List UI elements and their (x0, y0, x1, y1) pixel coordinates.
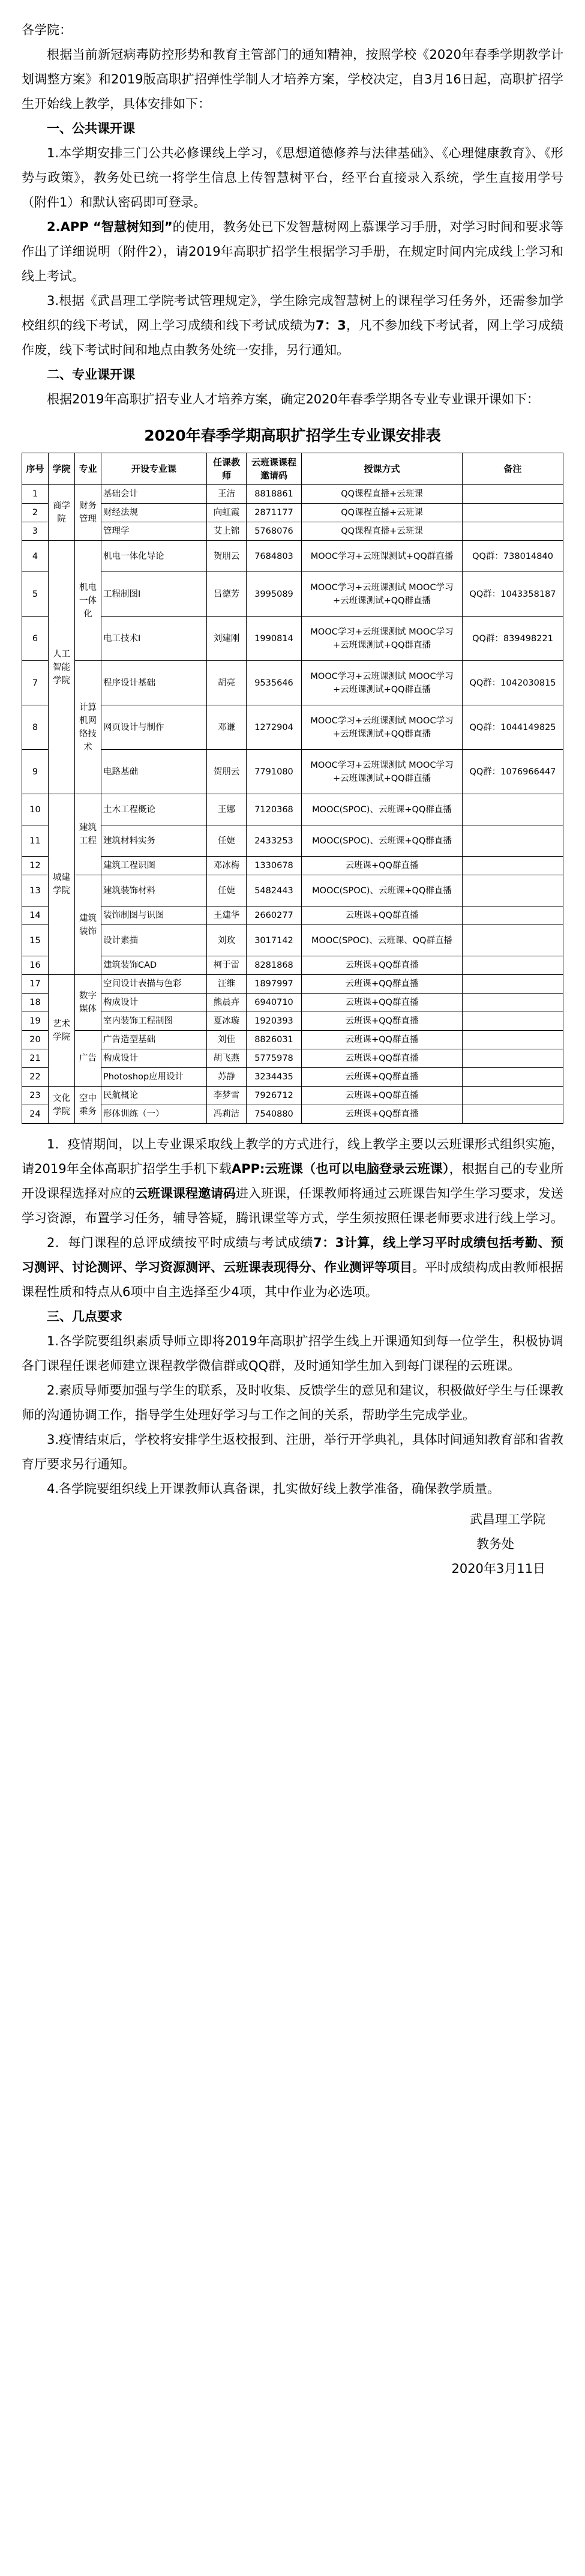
row-number: 5 (22, 572, 49, 617)
row-number: 24 (22, 1105, 49, 1124)
invite-code-cell: 2433253 (247, 825, 302, 857)
table-row (22, 956, 563, 975)
course-cell: 建筑材料实务 (101, 825, 207, 857)
college-cell: 文化学院 (49, 1087, 75, 1124)
invite-code-cell: 7120368 (247, 794, 302, 825)
table-row (22, 485, 563, 504)
table-body (22, 485, 563, 1124)
table-row (22, 1049, 563, 1068)
section-3-item-3: 3.疫情结束后，学校将安排学生返校报到、注册，举行开学典礼，具体时间通知教育部和省教育厅要求另行通知。 (22, 1432, 563, 1471)
teacher-cell: 汪维 (207, 975, 247, 994)
teaching-mode-cell: 云班课+QQ群直播 (302, 1049, 463, 1068)
note-cell (463, 1012, 563, 1031)
section-2-paragraph: 根据2019年高职扩招专业人才培养方案，确定2020年春季学期各专业专业课开课如下： (47, 392, 539, 406)
intro-paragraph: 根据当前新冠病毒防控形势和教育主管部门的通知精神，按照学校《2020年春季学期教学计划调整方案》和2019版高职扩招弹性学制人才培养方案，学校决定，自3月16日起，高职扩招学生开始线上教学，具体安排如下： (22, 47, 563, 111)
note-cell (463, 906, 563, 925)
table-header-row (22, 453, 563, 485)
note-cell (463, 1105, 563, 1124)
invite-code-cell: 3234435 (247, 1068, 302, 1087)
note-cell (463, 1087, 563, 1105)
teacher-cell: 向虹霞 (207, 504, 247, 522)
table-row (22, 975, 563, 994)
invite-code-cell: 7540880 (247, 1105, 302, 1124)
invite-code-cell: 5775978 (247, 1049, 302, 1068)
college-cell: 人工智能学院 (49, 541, 75, 794)
note-cell (463, 1068, 563, 1087)
teacher-cell: 吕德芳 (207, 572, 247, 617)
note-1-text-a: 1．疫情期间，以上专业课采取线上教学的方式进行，线上教学主要以云班课形式组织实施，请2019年全体高职扩招学生手机下载 (22, 1137, 563, 1176)
note-cell: QQ群：1076966447 (463, 750, 563, 794)
invite-code-cell: 8281868 (247, 956, 302, 975)
invite-code-cell: 5482443 (247, 875, 302, 906)
row-number: 23 (22, 1087, 49, 1105)
table-row (22, 1068, 563, 1087)
invite-code-cell: 3995089 (247, 572, 302, 617)
row-number: 17 (22, 975, 49, 994)
note-cell (463, 956, 563, 975)
invite-code-cell: 7926712 (247, 1087, 302, 1105)
course-cell: 构成设计 (101, 1049, 207, 1068)
row-number: 18 (22, 994, 49, 1012)
course-cell: 基础会计 (101, 485, 207, 504)
teacher-cell: 冯莉洁 (207, 1105, 247, 1124)
note-cell: QQ群：1042030815 (463, 661, 563, 705)
course-cell: 电路基础 (101, 750, 207, 794)
greeting: 各学院： (22, 23, 72, 37)
note-cell: QQ群：1043358187 (463, 572, 563, 617)
teaching-mode-cell: 云班课+QQ群直播 (302, 1031, 463, 1049)
invite-code-cell: 8818861 (247, 485, 302, 504)
section-1-item-2 (22, 215, 563, 289)
course-cell: 程序设计基础 (101, 661, 207, 705)
section-2-title: 二、专业课开课 (47, 367, 135, 382)
header-cell: 开设专业课 (101, 453, 207, 485)
table-row (22, 617, 563, 661)
row-number: 14 (22, 906, 49, 925)
teaching-mode-cell: 云班课+QQ群直播 (302, 1087, 463, 1105)
major-cell: 数字媒体 (75, 975, 101, 1031)
note-1-app: APP:云班课（也可以电脑登录云班课） (231, 1162, 449, 1176)
teacher-cell: 刘建刚 (207, 617, 247, 661)
teaching-mode-cell: QQ课程直播+云班课 (302, 522, 463, 541)
note-cell (463, 925, 563, 956)
table-row (22, 857, 563, 875)
teacher-cell: 任婕 (207, 825, 247, 857)
table-row (22, 1087, 563, 1105)
table-row (22, 504, 563, 522)
table-row (22, 875, 563, 906)
row-number: 9 (22, 750, 49, 794)
note-cell: QQ群：1044149825 (463, 705, 563, 750)
table-row (22, 522, 563, 541)
note-cell (463, 1049, 563, 1068)
row-number: 3 (22, 522, 49, 541)
course-cell: 财经法规 (101, 504, 207, 522)
course-cell: 土木工程概论 (101, 794, 207, 825)
section-3-item-1: 1.各学院要组织素质导师立即将2019年高职扩招学生线上开课通知到每一位学生，积极协调各门课程任课老师建立课程教学微信群或QQ群，及时通知学生加入到每门课程的云班课。 (22, 1334, 563, 1373)
teacher-cell: 王娜 (207, 794, 247, 825)
course-cell: 网页设计与制作 (101, 705, 207, 750)
row-number: 2 (22, 504, 49, 522)
course-cell: 形体训练（一） (101, 1105, 207, 1124)
row-number: 7 (22, 661, 49, 705)
invite-code-cell: 1990814 (247, 617, 302, 661)
teaching-mode-cell: QQ课程直播+云班课 (302, 485, 463, 504)
course-cell: 电工技术Ⅰ (101, 617, 207, 661)
college-cell: 商学院 (49, 485, 75, 541)
major-cell: 机电一体化 (75, 541, 101, 661)
note-2 (22, 1231, 563, 1305)
note-cell (463, 522, 563, 541)
note-cell: QQ群：839498221 (463, 617, 563, 661)
section-3-title: 三、几点要求 (47, 1309, 122, 1324)
teacher-cell: 贺朋云 (207, 750, 247, 794)
course-cell: 建筑工程识图 (101, 857, 207, 875)
invite-code-cell: 1272904 (247, 705, 302, 750)
signature-dept: 教务处 (476, 1537, 514, 1551)
major-cell: 财务管理 (75, 485, 101, 541)
row-number: 16 (22, 956, 49, 975)
teaching-mode-cell: MOOC学习+云班课测试+QQ群直播 (302, 541, 463, 572)
signature-org: 武昌理工学院 (470, 1512, 545, 1527)
teacher-cell: 柯于雷 (207, 956, 247, 975)
teaching-mode-cell: MOOC学习+云班课测试 MOOC学习+云班课测试+QQ群直播 (302, 705, 463, 750)
section-1-item-2-text: 的使用，教务处已下发智慧树网上慕课学习手册，对学习时间和要求等作出了详细说明（附件2），请2019年高职扩招学生根据学习手册，在规定时间内完成线上学习和线上考试。 (22, 220, 563, 283)
table-row (22, 794, 563, 825)
teaching-mode-cell: 云班课+QQ群直播 (302, 956, 463, 975)
note-cell (463, 875, 563, 906)
note-cell (463, 857, 563, 875)
table-row (22, 925, 563, 956)
teaching-mode-cell: MOOC(SPOC)、云班课+QQ群直播 (302, 825, 463, 857)
teacher-cell: 熊晨卉 (207, 994, 247, 1012)
invite-code-cell: 7684803 (247, 541, 302, 572)
course-cell: 管理学 (101, 522, 207, 541)
teacher-cell: 贺朋云 (207, 541, 247, 572)
table-row (22, 994, 563, 1012)
note-1 (22, 1132, 563, 1231)
teacher-cell: 邓谦 (207, 705, 247, 750)
score-ratio: 7：3 (316, 318, 346, 333)
note-cell (463, 485, 563, 504)
teaching-mode-cell: MOOC学习+云班课测试 MOOC学习+云班课测试+QQ群直播 (302, 572, 463, 617)
row-number: 6 (22, 617, 49, 661)
teaching-mode-cell: 云班课+QQ群直播 (302, 994, 463, 1012)
signature-date: 2020年3月11日 (451, 1561, 545, 1576)
invite-code-cell: 2660277 (247, 906, 302, 925)
major-cell: 建筑装饰 (75, 875, 101, 975)
course-cell: 建筑装饰CAD (101, 956, 207, 975)
note-2-grading-items: 7：3计算，线上学习平时成绩包括考勤、预习测评、讨论测评、学习资源测评、云班课表现得分、作业测评等项目 (22, 1235, 563, 1274)
section-1-item-3-text-b: ，凡不参加线下考试者，网上学习成绩作废，线下考试时间和地点由教务处统一安排，另行通知。 (22, 318, 564, 357)
teacher-cell: 王建华 (207, 906, 247, 925)
row-number: 20 (22, 1031, 49, 1049)
college-cell: 艺术学院 (49, 975, 75, 1087)
table-row (22, 1105, 563, 1124)
invite-code-cell: 3017142 (247, 925, 302, 956)
section-1-title: 一、公共课开课 (47, 121, 135, 136)
note-cell (463, 825, 563, 857)
table-row (22, 750, 563, 794)
major-cell: 计算机网络技术 (75, 661, 101, 794)
row-number: 13 (22, 875, 49, 906)
invite-code-cell: 6940710 (247, 994, 302, 1012)
table-title: 2020年春季学期高职扩招学生专业课安排表 (144, 427, 441, 444)
teacher-cell: 苏静 (207, 1068, 247, 1087)
course-cell: 机电一体化导论 (101, 541, 207, 572)
table-row (22, 661, 563, 705)
row-number: 10 (22, 794, 49, 825)
header-cell: 备注 (463, 453, 563, 485)
row-number: 8 (22, 705, 49, 750)
section-1-item-1: 1.本学期安排三门公共必修课线上学习，《思想道德修养与法律基础》、《心理健康教育》、《形势与政策》，教务处已统一将学生信息上传智慧树平台，经平台直接录入系统，学生直接用学号（附件1）和默认密码即可登录。 (22, 146, 563, 210)
section-3-item-4: 4.各学院要组织线上开课教师认真备课，扎实做好线上教学准备，确保教学质量。 (47, 1482, 500, 1496)
header-cell: 学院 (49, 453, 75, 485)
section-3-item-2: 2.素质导师要加强与学生的联系，及时收集、反馈学生的意见和建议，积极做好学生与任课教师的沟通协调工作，指导学生处理好学习与工作之间的关系，帮助学生完成学业。 (22, 1383, 563, 1422)
row-number: 15 (22, 925, 49, 956)
teaching-mode-cell: MOOC(SPOC)、云班课+QQ群直播 (302, 794, 463, 825)
header-cell: 专业 (75, 453, 101, 485)
note-1-text-c: 进入班课，任课教师将通过云班课告知学生学习要求，发送学习资源，布置学习任务，辅导答疑，腾讯课堂等方式，学生须按照任课老师要求进行线上学习。 (22, 1186, 563, 1225)
teacher-cell: 胡亮 (207, 661, 247, 705)
note-1-invite-code: 云班课课程邀请码 (135, 1186, 236, 1201)
table-row (22, 705, 563, 750)
course-cell: 民航概论 (101, 1087, 207, 1105)
invite-code-cell: 1920393 (247, 1012, 302, 1031)
row-number: 1 (22, 485, 49, 504)
teaching-mode-cell: 云班课+QQ群直播 (302, 975, 463, 994)
course-cell: 设计素描 (101, 925, 207, 956)
major-cell: 空中乘务 (75, 1087, 101, 1124)
course-cell: 工程制图Ⅰ (101, 572, 207, 617)
teacher-cell: 刘玫 (207, 925, 247, 956)
course-cell: 空间设计表描与色彩 (101, 975, 207, 994)
section-1-item-3 (22, 289, 563, 363)
teacher-cell: 胡飞燕 (207, 1049, 247, 1068)
teaching-mode-cell: MOOC学习+云班课测试 MOOC学习+云班课测试+QQ群直播 (302, 750, 463, 794)
invite-code-cell: 2871177 (247, 504, 302, 522)
course-cell: 广告造型基础 (101, 1031, 207, 1049)
row-number: 21 (22, 1049, 49, 1068)
row-number: 22 (22, 1068, 49, 1087)
table-row (22, 1031, 563, 1049)
section-1-item-3-text-a: 3.根据《武昌理工学院考试管理规定》，学生除完成智慧树上的课程学习任务外，还需参加学校组织的线下考试，网上学习成绩和线下考试成绩为 (22, 294, 563, 333)
teaching-mode-cell: 云班课+QQ群直播 (302, 906, 463, 925)
course-cell: 建筑装饰材料 (101, 875, 207, 906)
invite-code-cell: 9535646 (247, 661, 302, 705)
note-cell: QQ群：738014840 (463, 541, 563, 572)
invite-code-cell: 8826031 (247, 1031, 302, 1049)
invite-code-cell: 7791080 (247, 750, 302, 794)
invite-code-cell: 1897997 (247, 975, 302, 994)
row-number: 4 (22, 541, 49, 572)
course-cell: 室内装饰工程制图 (101, 1012, 207, 1031)
teaching-mode-cell: 云班课+QQ群直播 (302, 1068, 463, 1087)
note-2-text-a: 2．每门课程的总评成绩按平时成绩与考试成绩 (47, 1235, 314, 1250)
table-row (22, 572, 563, 617)
teaching-mode-cell: MOOC(SPOC)、云班课+QQ群直播 (302, 875, 463, 906)
major-cell: 广告 (75, 1031, 101, 1087)
teacher-cell: 李梦雪 (207, 1087, 247, 1105)
table-row (22, 1012, 563, 1031)
course-cell: 装饰制图与识图 (101, 906, 207, 925)
teaching-mode-cell: MOOC(SPOC)、云班课、QQ群直播 (302, 925, 463, 956)
note-cell (463, 1031, 563, 1049)
invite-code-cell: 5768076 (247, 522, 302, 541)
note-2-text-b: 。平时成绩构成由教师根据课程性质和特点从6项中自主选择至少4项，其中作业为必选项。 (22, 1260, 563, 1299)
note-cell (463, 794, 563, 825)
header-cell: 任课教师 (207, 453, 247, 485)
table-row (22, 825, 563, 857)
course-schedule-table (22, 453, 563, 1124)
teaching-mode-cell: 云班课+QQ群直播 (302, 1105, 463, 1124)
teacher-cell: 邓冰梅 (207, 857, 247, 875)
course-cell: 构成设计 (101, 994, 207, 1012)
teacher-cell: 任婕 (207, 875, 247, 906)
teacher-cell: 王洁 (207, 485, 247, 504)
course-cell: Photoshop应用设计 (101, 1068, 207, 1087)
teaching-mode-cell: QQ课程直播+云班课 (302, 504, 463, 522)
note-1-text-b: ，根据自己的专业所开设课程选择对应的 (22, 1162, 563, 1201)
teaching-mode-cell: MOOC学习+云班课测试 MOOC学习+云班课测试+QQ群直播 (302, 661, 463, 705)
table-row (22, 906, 563, 925)
major-cell: 建筑工程 (75, 794, 101, 875)
header-cell: 序号 (22, 453, 49, 485)
header-cell: 云班课课程邀请码 (247, 453, 302, 485)
teacher-cell: 艾上锦 (207, 522, 247, 541)
note-cell (463, 504, 563, 522)
invite-code-cell: 1330678 (247, 857, 302, 875)
app-name: 2.APP “智慧树知到” (47, 220, 173, 234)
note-cell (463, 975, 563, 994)
table-row (22, 541, 563, 572)
note-cell (463, 994, 563, 1012)
teaching-mode-cell: 云班课+QQ群直播 (302, 1012, 463, 1031)
college-cell: 城建学院 (49, 794, 75, 975)
teaching-mode-cell: MOOC学习+云班课测试 MOOC学习+云班课测试+QQ群直播 (302, 617, 463, 661)
row-number: 11 (22, 825, 49, 857)
row-number: 19 (22, 1012, 49, 1031)
row-number: 12 (22, 857, 49, 875)
header-cell: 授课方式 (302, 453, 463, 485)
teacher-cell: 夏冰璇 (207, 1012, 247, 1031)
teacher-cell: 刘佳 (207, 1031, 247, 1049)
teaching-mode-cell: 云班课+QQ群直播 (302, 857, 463, 875)
